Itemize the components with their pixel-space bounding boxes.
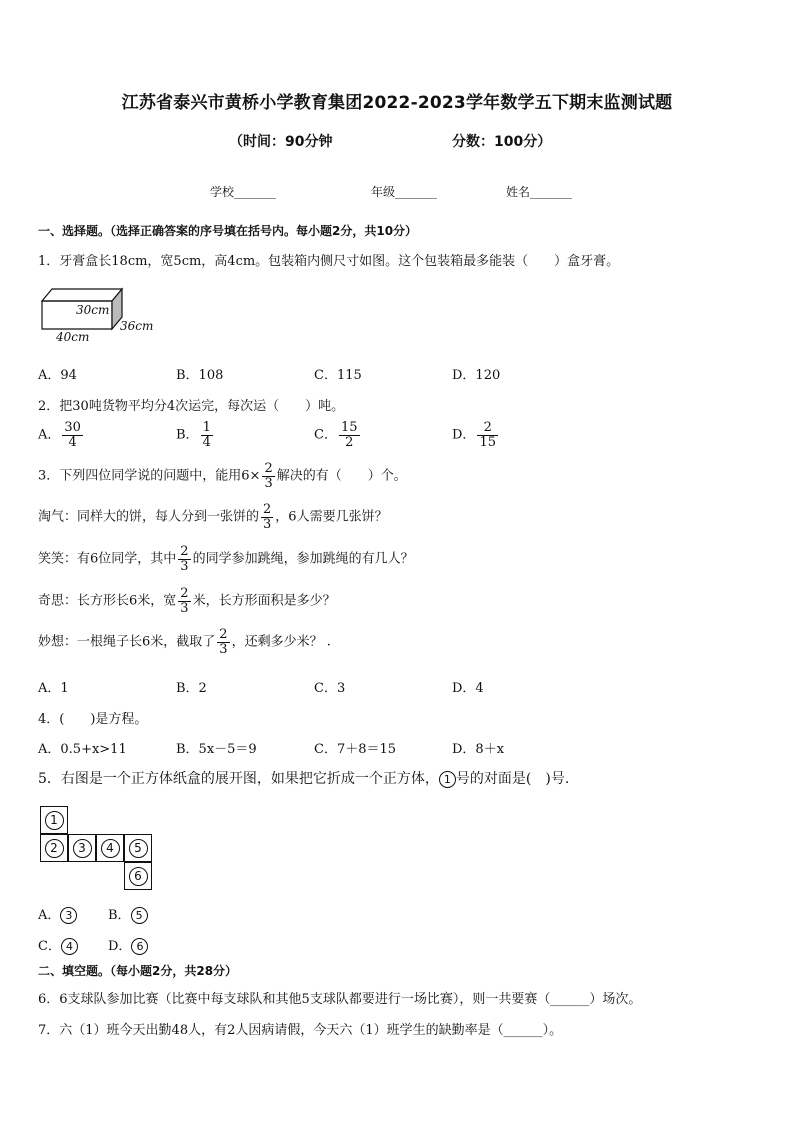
page-title: 江苏省泰兴市黄桥小学教育集团2022-2023学年数学五下期末监测试题 [121, 93, 673, 113]
q2-option-b [176, 421, 215, 449]
fraction [217, 628, 229, 656]
question-6: 6．6支球队参加比赛（比赛中每支球队和其他5支球队都要进行一场比赛），则一共要赛（______）场次。 [38, 992, 642, 1007]
section-fill-heading: 二、填空题。（每小题2分，共28分） [38, 964, 238, 978]
denominator: 3 [180, 558, 189, 574]
fraction [201, 421, 213, 449]
option-label: B． [108, 908, 131, 923]
q5-option-d [108, 935, 148, 955]
net-cell-1 [40, 806, 68, 834]
q3-option-d: D．4 [452, 681, 484, 696]
q1-option-c: C．115 [314, 368, 362, 383]
fraction [339, 421, 360, 449]
section-choice-heading: 一、选择题。（选择正确答案的序号填在括号内。每小题2分，共10分） [38, 224, 418, 238]
denominator: 3 [180, 600, 189, 616]
q4-option-a: A．0.5+x>11 [38, 742, 127, 757]
circled-number: 2 [45, 839, 64, 858]
circled-number: 3 [60, 907, 77, 924]
fraction [178, 545, 190, 573]
option-label: C． [38, 939, 61, 954]
statement-post: 的同学参加跳绳，参加跳绳的有几人？ [192, 551, 414, 567]
question-4: 4．( )是方程。 [38, 712, 148, 727]
q4-option-b: B．5x－5＝9 [176, 742, 257, 757]
option-label: D． [108, 939, 132, 954]
numerator: 2 [219, 627, 228, 642]
q3-text-post: 解决的有（ ）个。 [276, 468, 407, 484]
q2-option-b-label: B． [176, 427, 199, 443]
q5-option-a [38, 904, 77, 924]
circled-number: 1 [439, 771, 456, 788]
q2-option-d [452, 421, 500, 449]
numerator: 2 [180, 586, 189, 601]
name-field: 姓名_______ [506, 185, 573, 199]
q3-statement-xiaoxiao [38, 545, 414, 573]
net-cell-3 [68, 834, 96, 862]
option-label: A． [38, 908, 61, 923]
net-cell-6 [124, 862, 152, 890]
circled-number: 4 [101, 839, 120, 858]
circled-number: 3 [73, 839, 92, 858]
q2-option-c-label: C． [314, 427, 337, 443]
circled-number: 5 [129, 839, 148, 858]
denominator: 3 [264, 475, 273, 491]
statement-post: ，还剩多少米？ . [231, 634, 331, 650]
q2-option-a-label: A． [38, 427, 61, 443]
q3-statement-miaoxiang [38, 628, 331, 656]
question-5 [38, 768, 569, 788]
q4-option-d: D．8＋x [452, 742, 505, 757]
q1-option-d: D．120 [452, 368, 501, 383]
q4-option-c: C．7＋8＝15 [314, 742, 397, 757]
school-field: 学校_______ [210, 185, 277, 199]
numerator: 2 [263, 502, 272, 517]
box-bottom-label: 40cm [56, 330, 90, 344]
denominator: 3 [263, 516, 272, 532]
q5-option-b [108, 904, 148, 924]
net-cell-2 [40, 834, 68, 862]
q3-option-b: B．2 [176, 681, 207, 696]
denominator: 2 [345, 434, 354, 450]
denominator: 4 [202, 434, 211, 450]
question-7: 7．六（1）班今天出勤48人，有2人因病请假，今天六（1）班学生的缺勤率是（______）。 [38, 1023, 563, 1038]
q5-option-c [38, 935, 78, 955]
statement-pre: 妙想：一根绳子长6米，截取了 [38, 634, 216, 650]
fraction [261, 503, 273, 531]
question-2: 2．把30吨货物平均分4次运完，每次运（ ）吨。 [38, 399, 345, 414]
numerator: 30 [64, 420, 81, 435]
circled-number: 4 [61, 938, 78, 955]
numerator: 2 [264, 461, 273, 476]
fraction [262, 462, 274, 490]
box-right-label: 36cm [120, 319, 154, 333]
denominator: 3 [219, 641, 228, 657]
denominator: 4 [68, 434, 77, 450]
numerator: 2 [477, 421, 498, 436]
box-figure [38, 285, 158, 347]
q3-option-c: C．3 [314, 681, 346, 696]
circled-number: 5 [131, 907, 148, 924]
q3-text-pre: 3．下列四位同学说的问题中，能用6× [38, 468, 261, 484]
statement-pre: 淘气：同样大的饼，每人分到一张饼的 [38, 509, 260, 525]
cube-net [40, 806, 152, 890]
q3-option-a: A．1 [38, 681, 69, 696]
statement-post: ，6人需要几张饼？ [275, 509, 388, 525]
statement-post: 米，长方形面积是多少？ [192, 593, 336, 609]
denominator: 15 [479, 434, 496, 450]
question-1: 1．牙膏盒长18cm，宽5cm，高4cm。包装箱内侧尺寸如图。这个包装箱最多能装（ ）盒牙膏。 [38, 254, 620, 269]
q3-statement-taoqi [38, 503, 388, 531]
score-label: 分数：100分） [452, 134, 552, 150]
numerator: 2 [180, 544, 189, 559]
fraction [477, 421, 498, 449]
q2-option-c [314, 421, 362, 449]
circled-number: 6 [129, 867, 148, 886]
circled-number: 6 [131, 938, 148, 955]
q1-option-a: A．94 [38, 368, 77, 383]
fraction [62, 421, 83, 449]
numerator: 1 [202, 420, 211, 435]
statement-pre: 奇思：长方形长6米，宽 [38, 593, 177, 609]
fraction [178, 587, 190, 615]
circled-number: 1 [45, 811, 64, 830]
numerator: 15 [340, 420, 358, 435]
q2-option-a [38, 421, 85, 449]
statement-pre: 笑笑：有6位同学，其中 [38, 551, 177, 567]
time-label: （时间：90分钟 [229, 134, 333, 150]
q5-text-pre: 5．右图是一个正方体纸盒的展开图，如果把它折成一个正方体， [38, 771, 439, 787]
net-cell-5 [124, 834, 152, 862]
net-cell-4 [96, 834, 124, 862]
question-3 [38, 462, 407, 490]
q3-statement-qisi [38, 587, 336, 615]
q2-option-d-label: D． [452, 427, 476, 443]
grade-field: 年级_______ [371, 185, 438, 199]
q5-text-post: 号的对面是( )号. [455, 771, 570, 787]
q1-option-b: B．108 [176, 368, 224, 383]
box-top-label: 30cm [76, 303, 110, 317]
